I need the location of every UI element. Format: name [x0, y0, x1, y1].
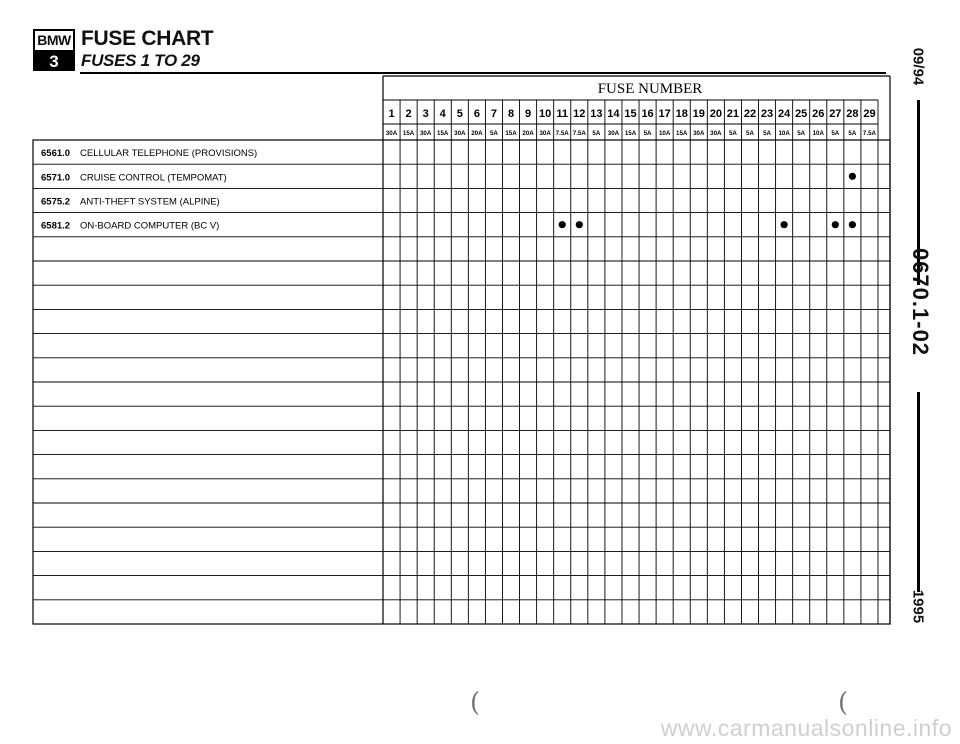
fuse-number-29: 29	[863, 108, 876, 120]
circuit-code: 6571.0	[41, 172, 71, 184]
fuse-rating-16: 5A	[643, 130, 652, 137]
revision-date: 09/94	[909, 47, 927, 86]
fuse-number-20: 20	[709, 108, 722, 120]
fuse-rating-12: 7.5A	[572, 130, 586, 137]
fuse-number-19: 19	[692, 108, 705, 120]
fuse-number-22: 22	[743, 108, 757, 120]
circuit-description: CELLULAR TELEPHONE (PROVISIONS)	[80, 148, 258, 160]
fuse-number-7: 7	[490, 108, 498, 120]
pencil-mark-right: (	[838, 688, 849, 718]
fuse-number-5: 5	[456, 108, 463, 120]
fuse-number-header: FUSE NUMBER	[597, 81, 703, 97]
circuit-labels	[41, 148, 257, 232]
pencil-mark-left: (	[470, 688, 481, 718]
circuit-code: 6575.2	[41, 196, 71, 208]
fuse-rating-17: 10A	[658, 130, 671, 137]
fuse-number-11: 11	[556, 108, 569, 120]
fuse-rating-18: 15A	[676, 130, 688, 137]
fuse-rating-20: 30A	[710, 130, 722, 137]
fuse-rating-22: 5A	[746, 130, 754, 137]
fuse-number-4: 4	[439, 108, 446, 120]
circuit-description: CRUISE CONTROL (TEMPOMAT)	[80, 172, 227, 184]
fuse-rating-11: 7.5A	[555, 130, 569, 137]
fuse-number-10: 10	[539, 108, 552, 120]
fuse-marker-28	[849, 173, 856, 180]
fuse-rating-labels	[386, 130, 877, 137]
fuse-rating-15: 15A	[624, 130, 637, 137]
fuse-number-18: 18	[675, 108, 688, 120]
document-number: 0670.1-02	[908, 247, 933, 357]
circuit-code: 6581.2	[41, 220, 71, 232]
fuse-number-6: 6	[473, 108, 480, 120]
logo-series: 3	[33, 52, 75, 71]
fuse-rating-3: 30A	[419, 130, 432, 137]
model-year: 1995	[909, 589, 927, 624]
circuit-code: 6561.0	[41, 148, 71, 160]
fuse-number-13: 13	[590, 108, 603, 120]
fuse-number-16: 16	[641, 108, 654, 120]
fuse-number-15: 15	[624, 108, 637, 120]
fuse-rating-10: 30A	[539, 130, 551, 137]
watermark-text: www.carmanualsonline.info	[660, 715, 952, 741]
fuse-rating-29: 7.5A	[862, 130, 877, 137]
fuse-marker-27	[832, 221, 839, 228]
fuse-rating-26: 10A	[812, 130, 824, 137]
fuse-rating-7: 5A	[489, 130, 498, 137]
fuse-number-1: 1	[388, 108, 395, 120]
fuse-marker-28	[849, 221, 856, 228]
fuse-number-8: 8	[507, 108, 515, 120]
fuse-rating-14: 30A	[607, 130, 620, 137]
fuse-marker-11	[559, 221, 566, 228]
fuse-number-21: 21	[726, 108, 740, 120]
fuse-rating-21: 5A	[728, 130, 737, 137]
page-title: FUSE CHART	[81, 27, 214, 50]
fuse-marker-12	[576, 221, 583, 228]
fuse-rating-25: 5A	[797, 130, 806, 137]
fuse-rating-2: 15A	[402, 130, 415, 137]
page-subtitle: FUSES 1 TO 29	[81, 51, 200, 70]
logo-brand: BMW	[33, 29, 75, 52]
fuse-rating-13: 5A	[592, 130, 601, 137]
circuit-description: ON-BOARD COMPUTER (BC V)	[80, 220, 220, 232]
fuse-rating-27: 5A	[831, 130, 840, 137]
fuse-number-25: 25	[795, 108, 808, 120]
fuse-number-2: 2	[405, 108, 412, 120]
fuse-number-labels	[388, 108, 875, 120]
fuse-number-27: 27	[829, 108, 842, 120]
fuse-rating-19: 30A	[693, 130, 705, 137]
fuse-rating-4: 15A	[437, 130, 449, 137]
fuse-number-14: 14	[607, 108, 620, 120]
fuse-number-9: 9	[525, 108, 532, 120]
fuse-rating-28: 5A	[848, 130, 857, 137]
fuse-number-12: 12	[573, 108, 586, 120]
fuse-rating-5: 30A	[454, 130, 466, 137]
fuse-number-26: 26	[812, 108, 825, 120]
fuse-number-24: 24	[777, 108, 791, 120]
fuse-rating-9: 20A	[522, 130, 534, 137]
fuse-number-28: 28	[846, 108, 859, 120]
fuse-number-17: 17	[658, 108, 671, 120]
fuse-number-3: 3	[422, 108, 429, 120]
fuse-rating-1: 30A	[385, 130, 398, 137]
fuse-rating-24: 10A	[778, 130, 790, 137]
fuse-number-23: 23	[760, 108, 774, 120]
fuse-rating-23: 5A	[763, 130, 772, 137]
circuit-description: ANTI-THEFT SYSTEM (ALPINE)	[80, 196, 220, 208]
fuse-rating-6: 20A	[471, 130, 483, 137]
fuse-marker-24	[781, 221, 788, 228]
fuse-rating-8: 15A	[505, 130, 517, 137]
